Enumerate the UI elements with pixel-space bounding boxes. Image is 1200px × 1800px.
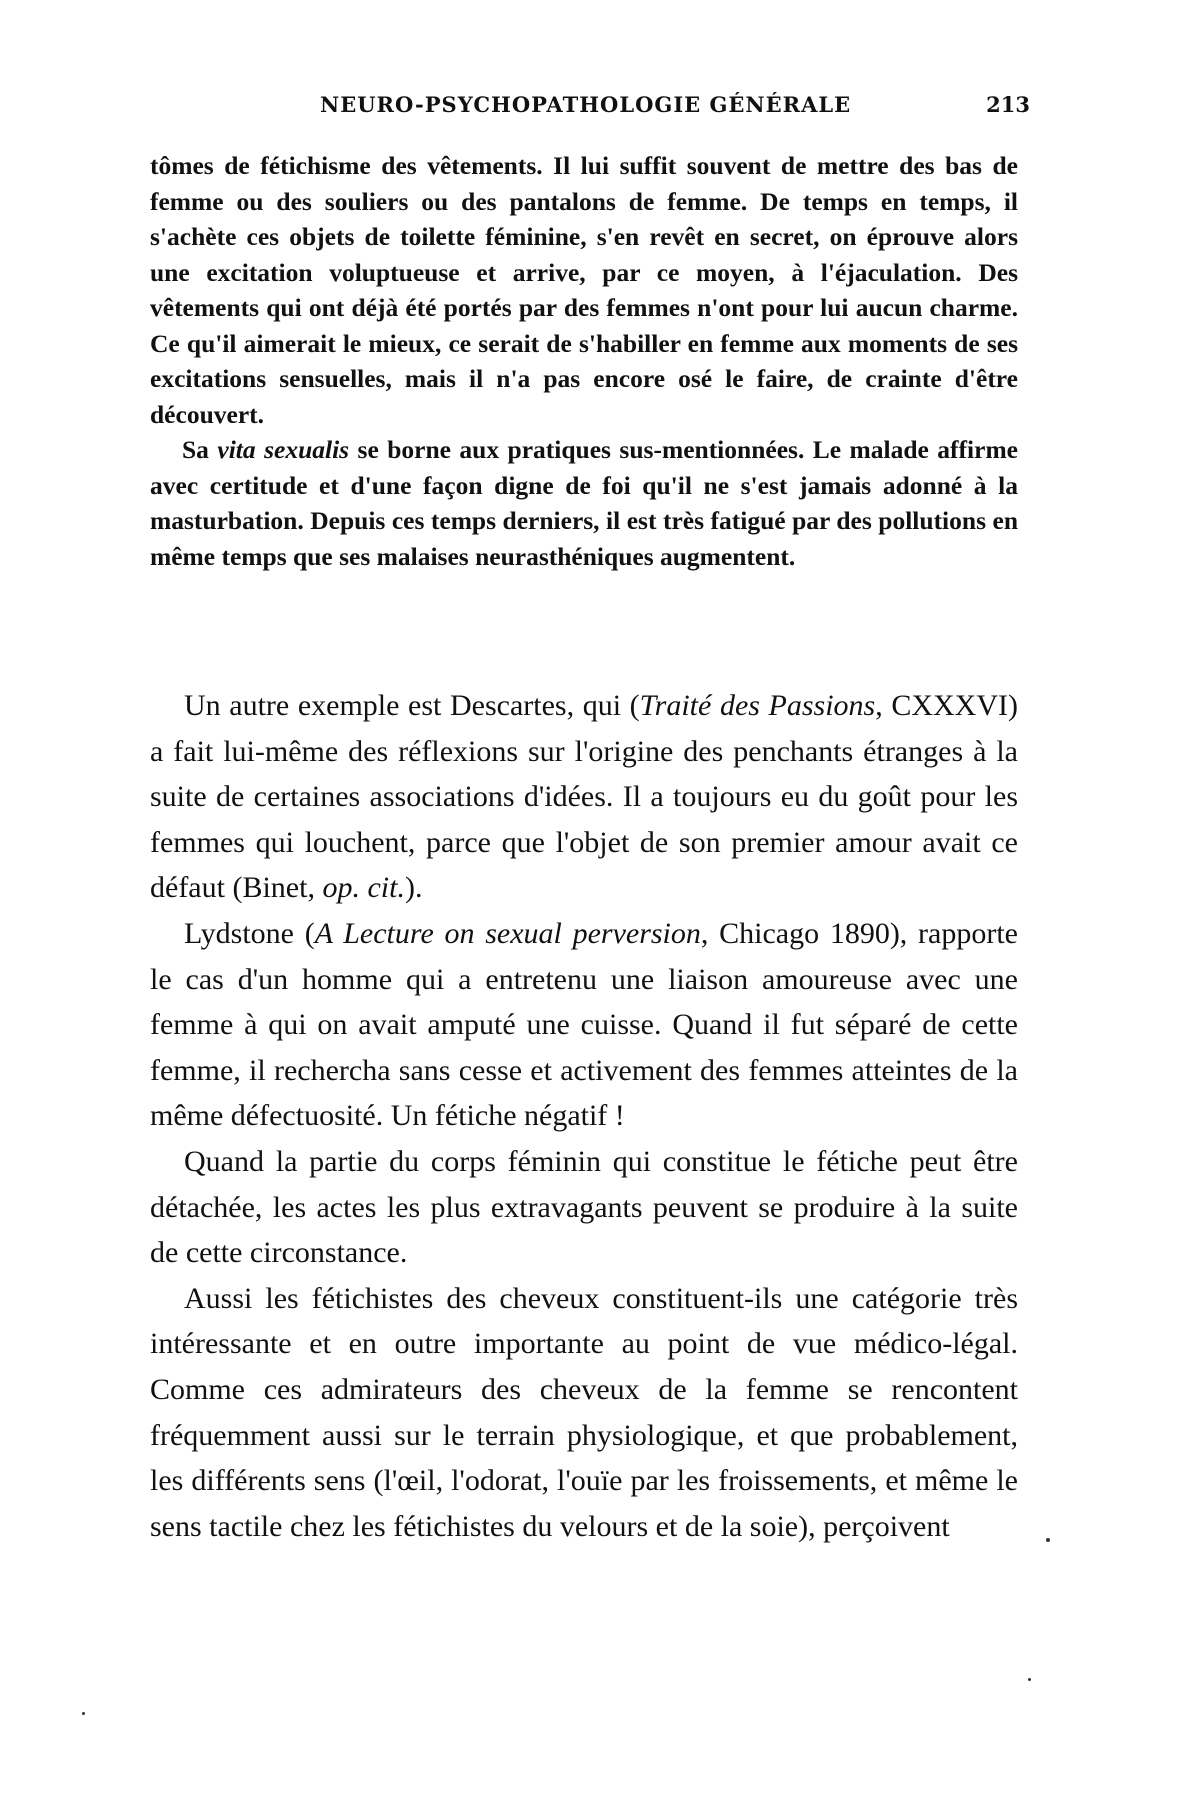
- quote-paragraph-2: [150, 432, 1018, 574]
- body-paragraph-1: [150, 683, 1018, 911]
- body-p2-italic-title: A Lecture on sexual perversion: [314, 916, 701, 950]
- case-quote-block: [150, 148, 1018, 574]
- quote-paragraph-1: tômes de fétichisme des vêtements. Il lui suffit souvent de mettre des bas de femme ou des souliers ou des pantalons de femme. De temps en temps, il s'achète ces objets de toilette féminine, s'en revêt en secret, on éprouve alors une excitation voluptueuse et arrive, par ce moyen, à l'éjaculation. Des vêtements qui ont déjà été portés par des femmes n'ont pour lui aucun charme. Ce qu'il aimerait le mieux, ce serait de s'habiller en femme aux moments de ses excitations sensuelles, mais il n'a pas encore osé le faire, de crainte d'être découvert.: [150, 151, 1018, 429]
- body-p1-italic-citation: op. cit.: [322, 871, 405, 905]
- body-p2-a: Lydstone (: [184, 916, 315, 950]
- quote-p2-end: se borne aux pratiques sus-mentionnées. Le malade affirme avec certitude et d'une façon digne de foi qu'il ne s'est jamais adonné à la masturbation. Depuis ces temps derniers, il est très fatigué par des pollutions en même temps que ses malaises neurasthéniques augmentent.: [150, 435, 1018, 571]
- running-title: NEURO-PSYCHOPATHOLOGIE GÉNÉRALE: [320, 92, 852, 117]
- body-paragraph-2: [150, 911, 1018, 1139]
- scan-speck: [1028, 1678, 1031, 1681]
- body-paragraph-3: Quand la partie du corps féminin qui constitue le fétiche peut être détachée, les actes les plus extravagants peuvent se produire à la suite de cette circonstance.: [150, 1144, 1018, 1270]
- body-p2-b: , Chicago 1890), rapporte le cas d'un homme qui a entretenu une liaison amoureuse avec une femme à qui on avait amputé une cuisse. Quand il fut séparé de cette femme, il rechercha sans cesse et activement des femmes atteintes de la même défectuosité. Un fétiche négatif !: [150, 916, 1018, 1133]
- body-paragraph-4: Aussi les fétichistes des cheveux constituent-ils une catégorie très intéressante et en outre importante au point de vue médico-légal. Comme ces admirateurs des cheveux de la femme se rencontent fréquemment aussi sur le terrain physiologique, et que probablement, les différents sens (l'œil, l'odorat, l'ouïe par les froissements, et même le sens tactile chez les fétichistes du velours et de la soie), perçoivent: [150, 1281, 1018, 1543]
- body-p1-b: , CXXXVI) a fait lui-même des réflexions sur l'origine des penchants étranges à la suite de certaines associations d'idées. Il a toujours eu du goût pour les femmes qui louchent, parce que l'objet de son premier amour avait ce défaut (Binet,: [150, 689, 1018, 905]
- scan-speck: [1046, 1538, 1050, 1542]
- body-p1-a: Un autre exemple est Descartes, qui (: [184, 689, 640, 722]
- body-p1-italic-title: Traité des Passions: [639, 689, 876, 722]
- quote-p2-start: Sa: [182, 435, 218, 464]
- body-p1-c: ).: [404, 871, 423, 905]
- scan-speck: [82, 1712, 85, 1715]
- page-header: [150, 92, 1030, 132]
- main-text-block: [150, 683, 1018, 1549]
- quote-p2-italic: vita sexualis: [217, 435, 350, 464]
- page-number: 213: [986, 92, 1030, 117]
